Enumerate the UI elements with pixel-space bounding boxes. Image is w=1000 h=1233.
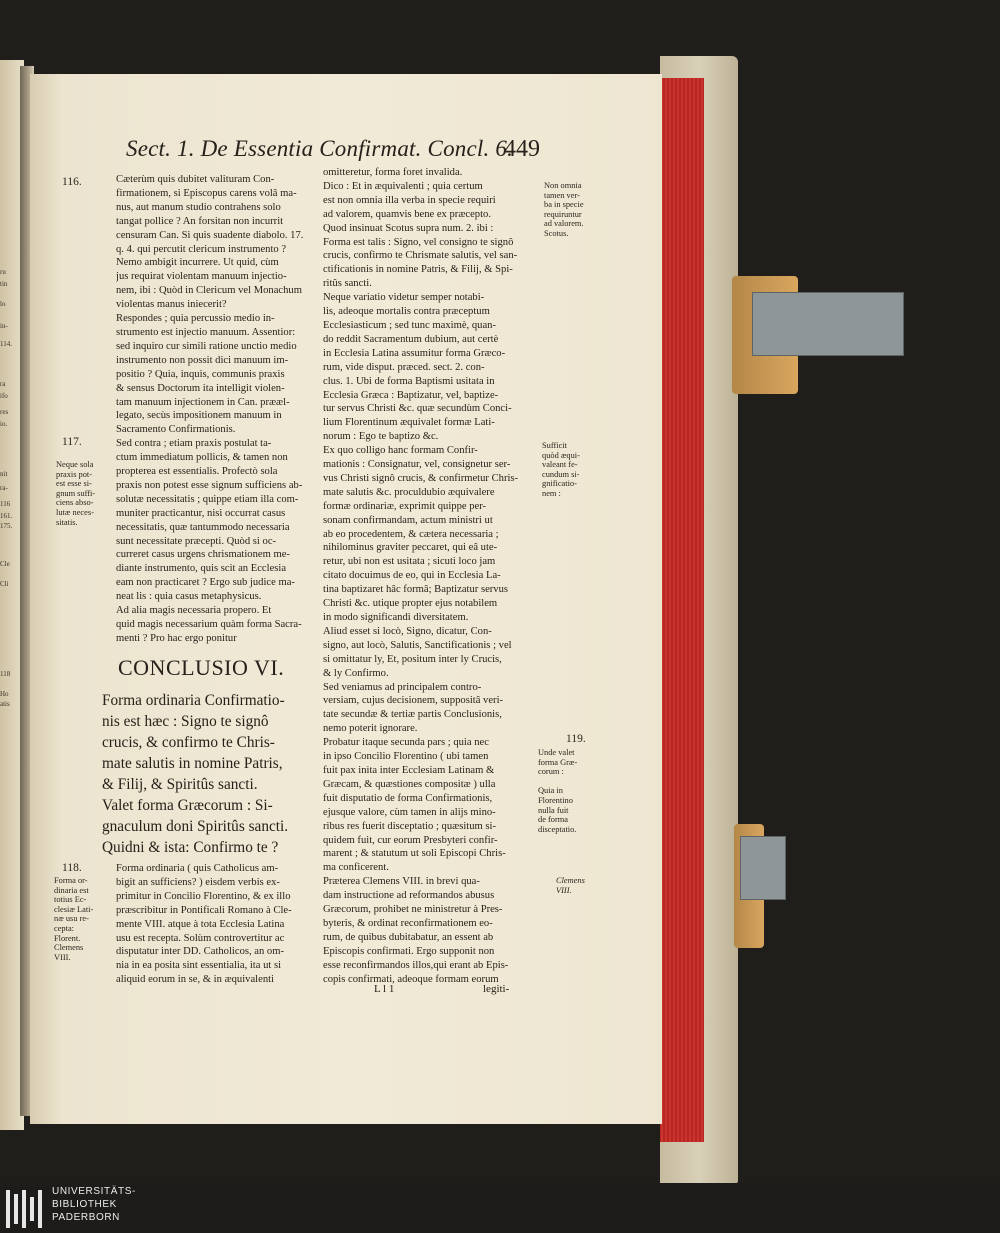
margin-note-line: requiruntur [544, 209, 582, 219]
text-line: versiam, cujus decisionem, suppositâ veri- [323, 695, 504, 707]
left-page-fragment: res [0, 408, 9, 416]
text-line: mate salutis &c. proculdubio æquivalere [323, 486, 495, 498]
margin-note-line: gnificatio- [542, 479, 577, 489]
text-line: norum : Ego te baptizo &c. [323, 431, 439, 443]
margin-note-line: ba in specie [544, 200, 584, 210]
text-line: positio ? Quia, inquis, communis praxis [116, 368, 285, 380]
text-line: retur, ubi non est usitata ; sicuti loco jam [323, 556, 496, 568]
text-line: vus Christi signô crucis, & confirmetur Chris- [323, 472, 519, 484]
margin-note-line: tamen ver- [544, 190, 580, 200]
text-line: formæ ordinariæ, exprimit quippe per- [323, 500, 487, 512]
left-page-fragment: atis [0, 700, 10, 708]
margin-note [556, 876, 585, 895]
conclusion-line: Quidni & ista: Confirmo te ? [102, 839, 279, 856]
margin-note-line: cundum si- [542, 469, 580, 479]
left-page-fragment: ru [0, 268, 6, 276]
library-name-line3: PADERBORN [52, 1212, 121, 1223]
text-line: tur servus Christi &c. quæ secundùm Conci- [323, 403, 512, 415]
text-line: do reddit Sacramentum dubium, aut certè [323, 333, 499, 345]
margin-note-line: lutæ neces- [56, 507, 94, 517]
margin-note-line: Florentino [538, 795, 573, 805]
text-line: propterea est essentialis. Profectò sola [116, 466, 278, 478]
text-line: firmationem, si Episcopus carens volâ ma- [116, 187, 297, 199]
text-line: & ly Confirmo. [323, 667, 389, 679]
margin-note-line: nulla fuit [538, 805, 569, 815]
text-line: Sed contra ; etiam praxis postulat ta- [116, 438, 272, 450]
text-line: ctificationis in nomine Patris, & Filij, & Spi- [323, 264, 513, 276]
text-line: dam instructione ad reformandos abusus [323, 890, 495, 902]
text-line: neat lis : quia casus metaphysicus. [116, 591, 262, 603]
clasp-lower [740, 836, 786, 900]
text-line: si omittatur ly, Et, positum inter ly Crucis, [323, 653, 502, 665]
margin-note-line: sitatis. [56, 517, 78, 527]
text-line: Sacramento Confirmationis. [116, 424, 236, 436]
text-line: Neque variatio videtur semper notabi- [323, 292, 485, 304]
page-number: 449 [504, 136, 540, 162]
text-line: Ex quo colligo hanc formam Confir- [323, 445, 478, 457]
margin-note-line: totius Ec- [54, 895, 87, 905]
conclusion-line: mate salutis in nomine Patris, [102, 755, 283, 772]
margin-note-line: disceptatio. [538, 824, 577, 834]
margin-note-line: VIII. [54, 952, 71, 962]
text-line: Cæterùm quis dubitet valituram Con- [116, 174, 275, 185]
text-line: Græcam, & quæstiones compositæ ) ulla [323, 778, 496, 790]
text-line: & sensus Doctorum ita intelligit violen- [116, 382, 285, 394]
margin-note [542, 441, 580, 499]
text-line: menti ? Pro hac ergo ponitur [116, 632, 237, 644]
text-line: legato, secùs impositionem manuum in [116, 410, 282, 422]
text-line: q. 4. qui percutit clericum instrumento ? [116, 243, 287, 255]
text-line: signo, aut locò, Salutis, Sanctificationis ; vel [323, 639, 512, 651]
library-name-line1: UNIVERSITÄTS- [52, 1186, 136, 1197]
text-line: solutæ necessitatis ; quippe etiam illa com- [116, 493, 299, 505]
library-name-line2: BIBLIOTHEK [52, 1199, 117, 1210]
margin-note-line: Neque sola [56, 460, 94, 469]
text-line: Forma est talis : Signo, vel consigno te signô [323, 236, 514, 248]
text-line: sonam confirmandam, actum ministri ut [323, 514, 493, 526]
red-page-edges [660, 78, 704, 1142]
text-line: ribus res fuerit disceptatio ; quæsitum si- [323, 820, 497, 832]
text-line: Græcorum, prohibet ne ministretur à Pres- [323, 904, 503, 916]
text-line: nus, aut manum studio contrahens solo [116, 201, 281, 213]
text-line: disputatur inter DD. Catholicos, an om- [116, 946, 284, 958]
margin-note-line: Forma or- [54, 876, 88, 885]
text-line: tam manuum injectionem in Can. prææl- [116, 396, 290, 408]
text-line: fuit disputatio de forma Confirmationis, [323, 792, 493, 804]
margin-note-line: quòd æqui- [542, 450, 580, 460]
text-line: Ad alia magis necessaria propero. Et [116, 605, 272, 617]
library-footer [0, 1183, 1000, 1233]
text-line: nihilominus graviter peccaret, qui eâ ute- [323, 542, 498, 554]
right-column [323, 166, 537, 986]
left-page-fragment: 175. [0, 522, 13, 530]
margin-note-line: nem : [542, 488, 561, 498]
left-page-fragment: nit [0, 470, 8, 478]
conclusion-statement [102, 690, 312, 858]
margin-note-line: corum : [538, 767, 564, 777]
left-column-bottom [116, 862, 310, 987]
text-line: praxis non potest esse signum sufficiens ab- [116, 479, 303, 491]
text-line: quidem fuit, cur eorum Presbyteri confir- [323, 834, 498, 846]
library-logo-icon [6, 1190, 44, 1228]
text-line: eam non practicaret ? Ergo sub judice ma- [116, 577, 295, 589]
left-page-fragment: 114. [0, 340, 12, 348]
left-page-fragment: 161. [0, 512, 13, 520]
left-page-fragment: 116 [0, 500, 11, 508]
text-line: instrumento non possit dici manuum im- [116, 354, 289, 366]
margin-note-line: forma Græ- [538, 757, 578, 767]
left-page-fragment: in- [0, 322, 8, 330]
text-line: tangat pollice ? An forsitan non incurrit [116, 215, 284, 227]
text-line: nia in ea posita sint essentialia, ita ut si [116, 960, 282, 972]
margin-note-line: VIII. [556, 885, 572, 895]
margin-note-line: Sufficit [542, 441, 567, 450]
text-line: lis, adeoque mortalis contra præceptum [323, 306, 490, 318]
text-line: est non omnia illa verba in specie requiri [323, 194, 496, 206]
margin-note-line [538, 777, 577, 787]
paragraph-number: 116. [62, 176, 82, 188]
text-line: Christi &c. utique propter ejus notabilem [323, 598, 498, 610]
text-line: in Ecclesia Latina assumitur forma Græco- [323, 347, 506, 359]
text-line: Præterea Clemens VIII. in brevi qua- [323, 876, 480, 888]
margin-note-line: næ usu re- [54, 914, 89, 924]
paragraph-number: 117. [62, 436, 82, 448]
text-line: mente VIII. atque à tota Ecclesia Latina [116, 918, 285, 930]
clasp-upper [752, 292, 904, 356]
margin-note-line: Clemens [54, 943, 84, 953]
text-line: ab eo procedentem, & cætera necessaria ; [323, 528, 499, 540]
text-line: Respondes ; quia percussio medio in- [116, 313, 275, 325]
text-line: tate secundæ & tertiæ partis Conclusionis, [323, 709, 502, 721]
text-line: ejusque valore, cùm tamen in alijs mino- [323, 806, 496, 818]
margin-note-line: Scotus. [544, 228, 569, 238]
text-line: usu est recepta. Solùm controvertitur ac [116, 932, 285, 944]
text-line: omitteretur, forma foret invalida. [323, 167, 463, 178]
margin-note [56, 460, 95, 527]
paragraph-number: 119. [566, 733, 586, 745]
text-line: Ecclesiasticum ; sed tunc maximè, quan- [323, 319, 496, 331]
text-line: strumento est injectio manuum. Assentior: [116, 326, 296, 338]
signature-mark: L l 1 [374, 983, 395, 995]
left-page-fragment: Ho [0, 690, 9, 698]
margin-note-line: clesiæ Lati- [54, 904, 94, 914]
margin-note-line: praxis pot- [56, 469, 93, 479]
text-line: curreret casus urgens chrismationem me- [116, 549, 290, 561]
text-line: tina baptizaret hâc formâ; Baptizatur servus [323, 584, 509, 596]
left-page-fragment: ra- [0, 484, 8, 492]
paragraph-number: 118. [62, 862, 82, 874]
text-line: muniter practicantur, nisi occurrat casus [116, 507, 286, 519]
conclusion-line: Valet forma Græcorum : Si- [102, 797, 273, 814]
text-line: Sed veniamus ad principalem contro- [323, 681, 482, 693]
text-line: copis confirmati, adeoque formam eorum [323, 973, 499, 985]
conclusion-line: nis est hæc : Signo te signô [102, 713, 269, 730]
catchword: legiti- [483, 983, 510, 995]
margin-note-line: valeant fe- [542, 460, 578, 470]
margin-note-line: dinaria est [54, 885, 89, 895]
text-line: bigit an sufficiens? ) eisdem verbis ex- [116, 876, 280, 888]
text-line: aliquid eorum in se, & in æquivalenti [116, 974, 275, 986]
margin-note [544, 181, 584, 239]
text-line: censuram Can. Si quis suadente diabolo. 17. [116, 229, 304, 241]
left-page-fragment: ra [0, 380, 6, 388]
text-line: Forma ordinaria ( quis Catholicus am- [116, 863, 279, 874]
text-line: lium Florentinum æquivalet formæ Lati- [323, 417, 495, 429]
left-page-fragment: ifo [0, 392, 8, 400]
text-line: Episcopis confirmati. Ergo supponit non [323, 945, 495, 957]
text-line: Aliud esset si locò, Signo, dicatur, Con- [323, 625, 492, 637]
text-line: sunt necessitate præcepti. Quòd si oc- [116, 535, 277, 547]
text-line: ma conficerent. [323, 862, 389, 874]
left-page-fragment: Cle [0, 560, 10, 568]
left-page-fragment: lo [0, 300, 6, 308]
margin-note-line: Non omnia [544, 181, 582, 190]
text-line: Quod insinuat Scotus supra num. 2. ibi : [323, 222, 494, 234]
text-line: fuit pax inita inter Ecclesiam Latinam & [323, 764, 495, 776]
text-line: citato docuimus de eo, qui in Ecclesia La- [323, 570, 501, 582]
text-line: diante instrumento, quis scit an Ecclesia [116, 563, 287, 575]
text-line: sed inquiro cur simili ratione unctio medio [116, 340, 297, 352]
conclusion-line: & Filij, & Spiritûs sancti. [102, 776, 258, 793]
text-line: nem, ibi : Quòd in Clericum vel Monachum [116, 285, 302, 297]
text-line: violentas manus iniecerit? [116, 299, 227, 311]
text-line: nemo poterit ignorare. [323, 723, 418, 735]
conclusion-title: CONCLUSIO VI. [118, 655, 285, 680]
conclusion-line: crucis, & confirmo te Chris- [102, 734, 275, 751]
left-page-fragment: Cli [0, 580, 9, 588]
conclusion-line: Forma ordinaria Confirmatio- [102, 692, 285, 709]
text-line: in modo significandi diversitatem. [323, 612, 469, 623]
text-line: rum, vide disput. præced. sect. 2. con- [323, 361, 485, 373]
text-line: quid magis necessarium quàm forma Sacra- [116, 619, 302, 630]
text-line: in ipso Concilio Florentino ( ubi tamen [323, 751, 489, 763]
text-line: jus requirat violentam manuum injectio- [116, 271, 287, 283]
text-line: esse reconfirmandos illos,qui erant ab Epis- [323, 959, 509, 971]
text-line: ritûs sancti. [323, 278, 372, 290]
left-page-fragment: 118 [0, 670, 11, 678]
text-line: Ecclesia Græca : Baptizatur, vel, baptize- [323, 389, 499, 401]
text-line: Dico : Et in æquivalenti ; quia certum [323, 180, 483, 192]
left-page-fragment: io. [0, 420, 8, 428]
text-line: mationis : Consignatur, vel, consignetur ser- [323, 459, 511, 471]
margin-note-line: Clemens [556, 876, 585, 885]
left-page-fragment: tin [0, 280, 8, 288]
text-line: crucis, confirmo te Chrismate salutis, vel san- [323, 250, 518, 262]
text-line: Probatur itaque secunda pars ; quia nec [323, 737, 489, 749]
text-line: ad valorem, quamvis bene ex præcepto. [323, 208, 491, 220]
margin-note-line: ciens abso- [56, 498, 94, 508]
margin-note-line: cepta: [54, 923, 74, 933]
text-line: Nemo ambigit incurrere. Ut quid, cùm [116, 257, 279, 269]
margin-note-line: Unde valet [538, 748, 575, 757]
margin-note-line: Quia in [538, 786, 563, 796]
margin-note-line: ad valorem. [544, 219, 584, 229]
running-title: Sect. 1. De Essentia Confirmat. Concl. 6. [126, 136, 514, 161]
text-line: rum, de quibus dubitabatur, an essent ab [323, 931, 494, 943]
text-line: marent ; & statutum ut soli Episcopi Chris- [323, 848, 506, 860]
margin-note [54, 876, 93, 962]
left-column-top [116, 173, 310, 646]
margin-note-line: de forma [538, 815, 568, 825]
margin-note-line: est esse si- [56, 479, 92, 489]
text-line: byteris, & ordinat reconfirmationem eo- [323, 917, 493, 929]
text-line: ctum immediatum pollicis, & tamen non [116, 452, 288, 464]
margin-note-line: Florent. [54, 933, 81, 943]
text-line: præscribitur in Pontificali Romano à Cle- [116, 904, 292, 916]
margin-note [538, 748, 577, 834]
text-line: necessitatis, quæ tantummodo necessaria [116, 521, 290, 533]
margin-note-line: gnum suffi- [56, 488, 96, 498]
text-line: clus. 1. Ubi de forma Baptismi usitata in [323, 375, 495, 387]
conclusion-line: gnaculum doni Spiritûs sancti. [102, 818, 289, 835]
text-line: primitur in Concilio Florentino, & ex illo [116, 890, 291, 902]
